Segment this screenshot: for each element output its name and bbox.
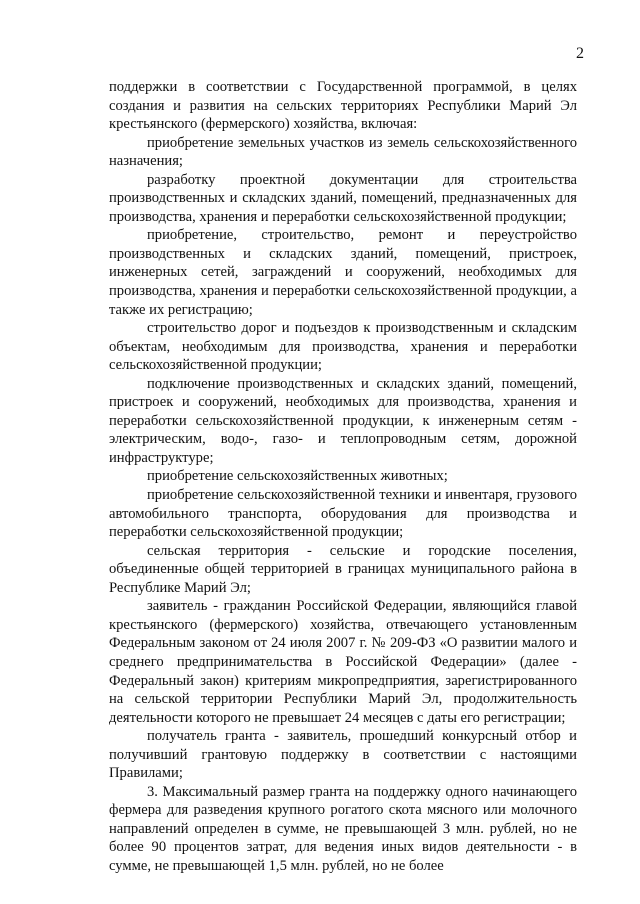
paragraph-max-grant: 3. Максимальный размер гранта на поддержку одного начинающего фермера для разведения крупного рогатого скота мясного или молочного направлений определен в сумме, не превышающей 3 млн. рублей, но не более 90 процентов затрат, для ведения иных видов деятельности - в сумме, не превышающей 1,5 млн. рублей, но не более bbox=[109, 783, 577, 874]
paragraph-roads: строительство дорог и подъездов к производственным и складским объектам, необходимым для производства, хранения и переработки сельскохозяйственной продукции; bbox=[109, 320, 577, 374]
paragraph-land-purchase: приобретение земельных участков из земель сельскохозяйственного назначения; bbox=[109, 134, 577, 170]
paragraph-machinery: приобретение сельскохозяйственной техники и инвентаря, грузового автомобильного транспорта, оборудования для производства и переработки сельскохозяйственной продукции; bbox=[109, 487, 577, 541]
paragraph-livestock: приобретение сельскохозяйственных животных; bbox=[147, 468, 448, 485]
paragraph-utility-connection: подключение производственных и складских зданий, помещений, пристроек и сооружений, необходимых для производства, хранения и переработки сельскохозяйственной продукции, к инженерным сетям - электрическим, водо-, газо- и теплопроводным сетям, дорожной инфраструктуре; bbox=[109, 375, 577, 466]
paragraph-construction: приобретение, строительство, ремонт и переустройство производственных и складских зданий, помещений, пристроек, инженерных сетей, заграждений и сооружений, необходимых для производства, хранения и переработки сельскохозяйственной продукции, а также их регистрацию; bbox=[109, 227, 577, 318]
paragraph-rural-territory: сельская территория - сельские и городские поселения, объединенные общей территорией в границах муниципального района в Республике Марий Эл; bbox=[109, 542, 577, 596]
page-number: 2 bbox=[576, 45, 584, 62]
paragraph-grant-recipient: получатель гранта - заявитель, прошедший конкурсный отбор и получивший грантовую поддержку в соответствии с настоящими Правилами; bbox=[109, 728, 577, 782]
body-text bbox=[109, 78, 577, 876]
paragraph-continuation: поддержки в соответствии с Государственной программой, в целях создания и развития на сельских территориях Республики Марий Эл крестьянского (фермерского) хозяйства, включая: bbox=[109, 79, 577, 133]
paragraph-project-documentation: разработку проектной документации для строительства производственных и складских зданий, помещений, предназначенных для производства, хранения и переработки сельскохозяйственной продукции; bbox=[109, 171, 577, 225]
paragraph-applicant: заявитель - гражданин Российской Федерации, являющийся главой крестьянского (фермерского) хозяйства, отвечающего установленным Федеральным законом от 24 июля 2007 г. № 209-ФЗ «О развитии малого и среднего предпринимательства в Российской Федерации» (далее - Федеральный закон) критериям микропредприятия, зарегистрированного на сельской территории Республики Марий Эл, продолжительность деятельности которого не превышает 24 месяцев с даты его регистрации; bbox=[109, 598, 577, 726]
